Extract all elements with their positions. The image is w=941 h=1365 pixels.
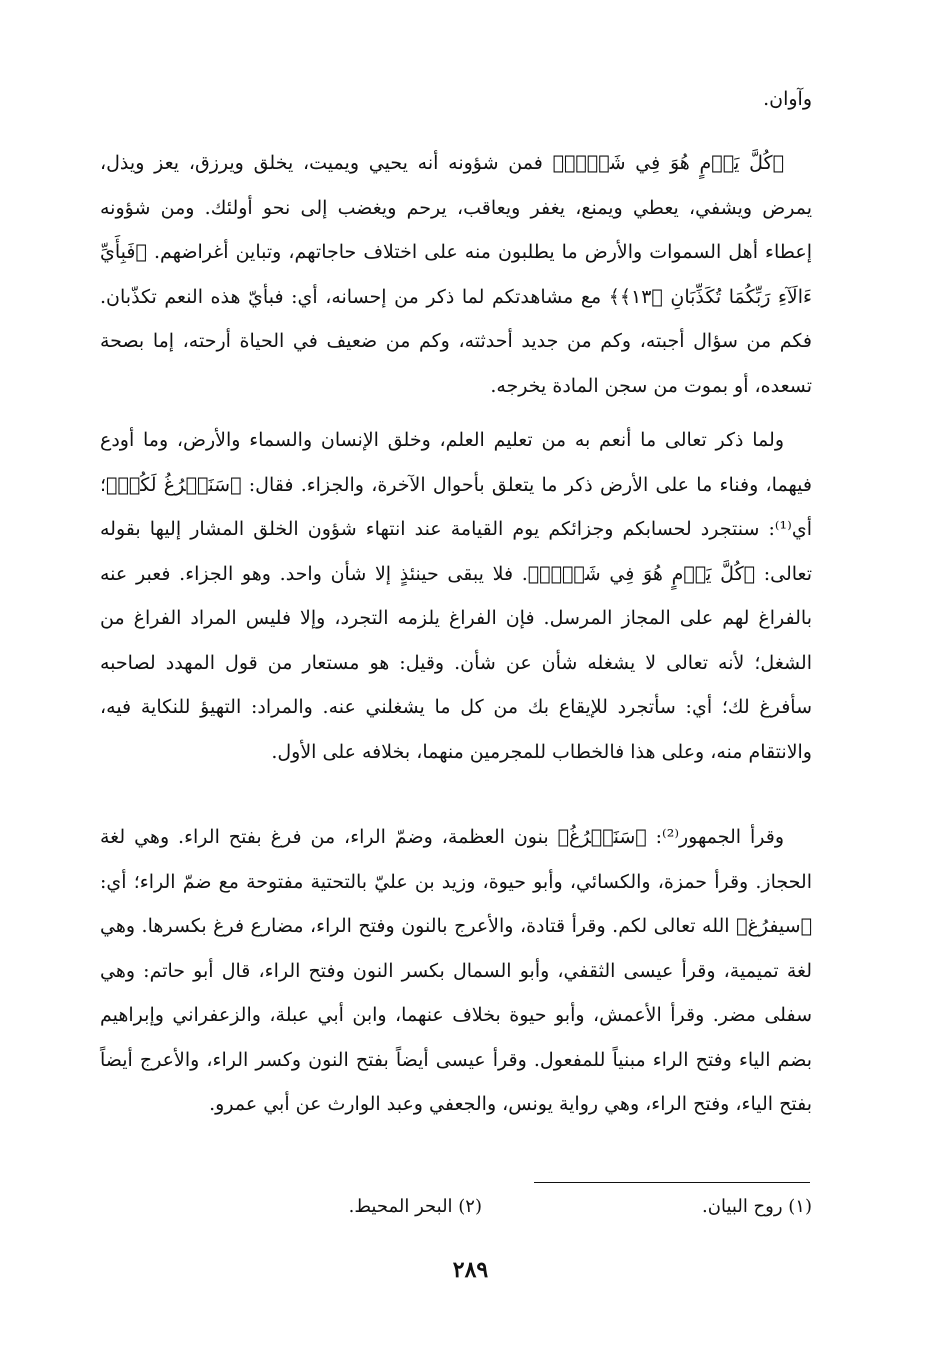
footnotes: [100, 1196, 812, 1226]
paragraph-2-block: [100, 418, 812, 774]
footnote-1: (١) روح البيان.: [702, 1196, 812, 1217]
paragraph-1: ﴿كُلَّ يَوۡمٍ هُوَ فِي شَأۡنٖ﴾ فمن شؤونه أنه يحيي ويميت، يخلق ويرزق، يعز ويذل، يمرض ويشفي، يعطي ويمنع، يغفر ويعاقب، يرحم ويغضب إلى نحو أولئك. ومن شؤونه إعطاء أهل السموات والأرض ما يطلبون منه على اختلاف حاجاتهم، وتباين أغراضهم. ﴿فَبِأَيِّ ءَالَآءِ رَبِّكُمَا تُكَذِّبَانِ ﴿١٣﴾﴾ مع مشاهدتكم لما ذكر من إحسانه، أي: فبأيّ هذه النعم تكذّبان. فكم من سؤال أجبته، وكم من جديد أحدثته، وكم من ضعيف في الحياة أرحته، إما بصحة تسعده، أو بموت من سجن المادة يخرجه.: [100, 152, 812, 397]
paragraph-1-block: [100, 141, 812, 408]
page-number: ٢٨٩: [452, 1257, 489, 1283]
paragraph-2: ولما ذكر تعالى ما أنعم به من تعليم العلم، وخلق الإنسان والسماء والأرض، وما أودع فيهما، وفناء ما على الأرض ذكر ما يتعلق بأحوال الآخرة، والجزاء. فقال: ﴿سَنَفۡرُغُ لَكُمۡ﴾؛ أي⁽¹⁾: سنتجرد لحسابكم وجزائكم يوم القيامة عند انتهاء شؤون الخلق المشار إليها بقوله تعالى: ﴿كُلَّ يَوۡمٍ هُوَ فِي شَأۡنٖ﴾. فلا يبقى حينئذٍ إلا شأن واحد. وهو الجزاء. فعبر عنه بالفراغ لهم على المجاز المرسل. فإن الفراغ يلزمه التجرد، وإلا فليس المراد الفراغ من الشغل؛ لأنه تعالى لا يشغله شأن عن شأن. وقيل: هو مستعار من قول المهدد لصاحبه سأفرغ لك؛ أي: سأتجرد للإيقاع بك من كل ما يشغلني عنه. والمراد: التهيؤ للنكاية فيه، والانتقام منه، وعلى هذا فالخطاب للمجرمين منهما، بخلافه على الأول.: [100, 429, 812, 763]
paragraph-3-block: [100, 815, 812, 1127]
footnote-divider: [534, 1182, 810, 1183]
opening-line-block: [100, 77, 812, 122]
opening-line: وآوان.: [763, 88, 812, 110]
footnote-2: (٢) البحر المحيط.: [348, 1196, 482, 1217]
paragraph-3: وقرأ الجمهور⁽²⁾: ﴿سَنَفۡرُغُ﴾ بنون العظمة، وضمّ الراء، من فرغ بفتح الراء. وهي لغة الحجاز. وقرأ حمزة، والكسائي، وأبو حيوة، وزيد بن عليّ بالتحتية مفتوحة مع ضمّ الراء؛ أي: ﴿سيفرُغ﴾ الله تعالى لكم. وقرأ قتادة، والأعرج بالنون وفتح الراء، مضارع فرغ بكسرها. وهي لغة تميمية، وقرأ عيسى الثقفي، وأبو السمال بكسر النون وفتح الراء، قال أبو حاتم: وهي سفلى مضر. وقرأ الأعمش، وأبو حيوة بخلاف عنهما، وابن أبي عبلة، والزعفراني وإبراهيم بضم الياء وفتح الراء مبنياً للمفعول. وقرأ عيسى أيضاً بفتح النون وكسر الراء، والأعرج أيضاً بفتح الياء، وفتح الراء، وهي رواية يونس، والجعفي وعبد الوارث عن أبي عمرو.: [100, 826, 812, 1115]
